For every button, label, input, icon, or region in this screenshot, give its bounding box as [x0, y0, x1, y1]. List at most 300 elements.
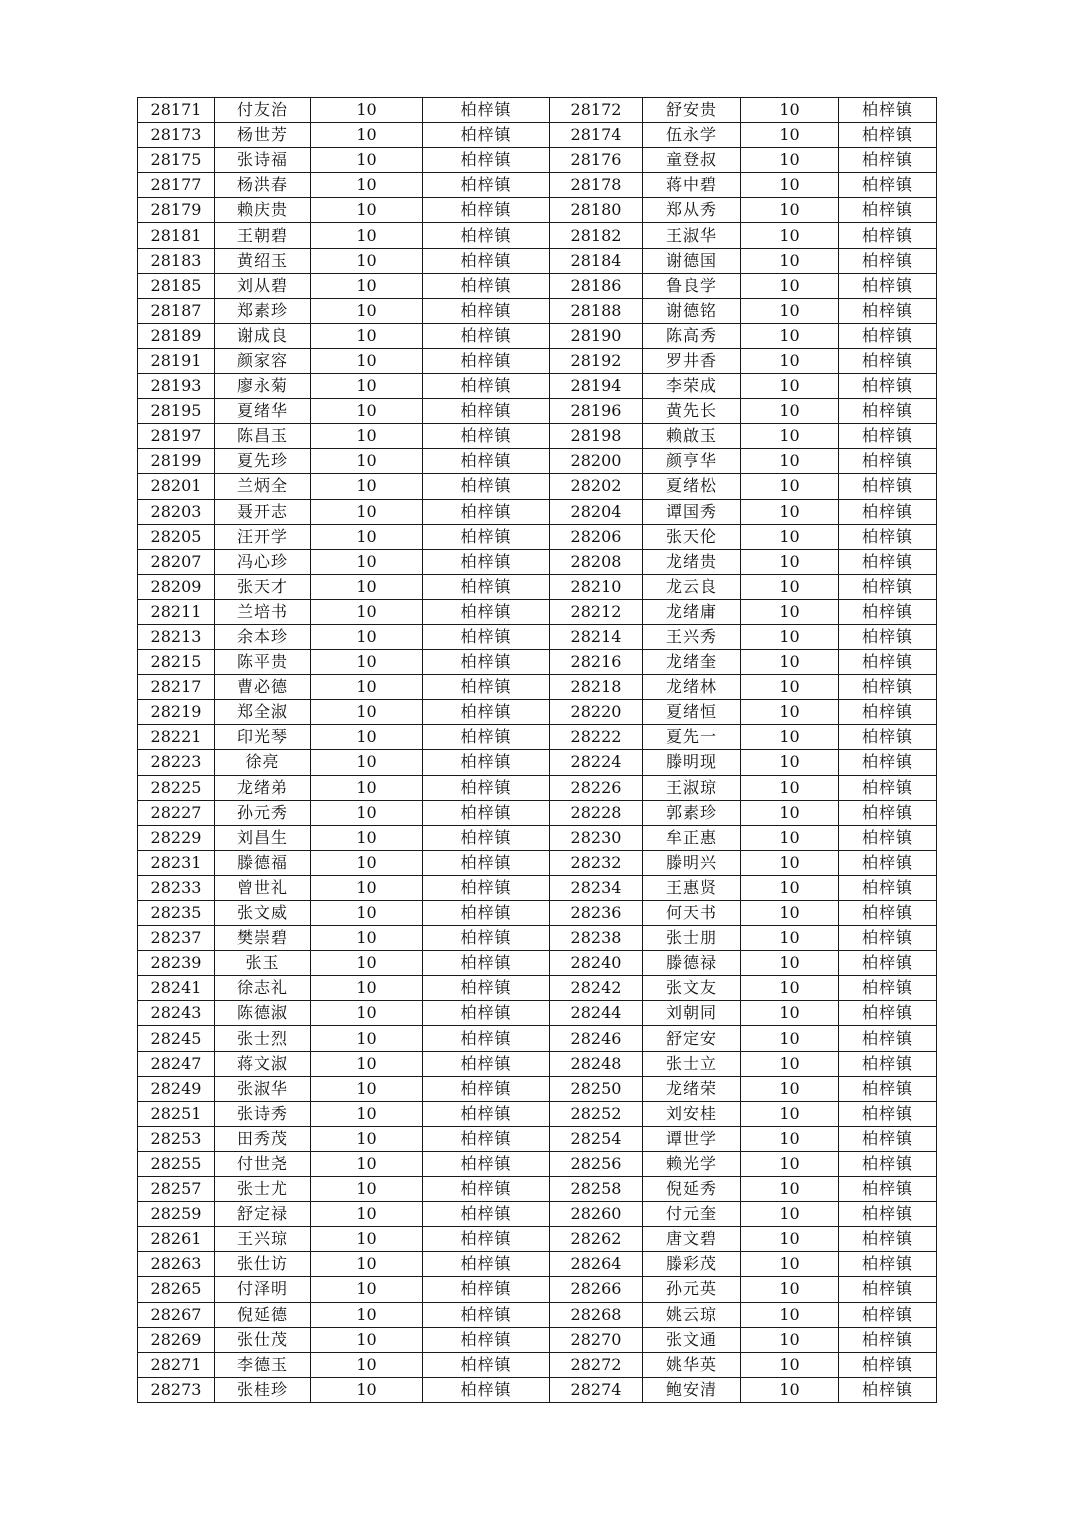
person-name: 谢成良 [215, 323, 311, 348]
record-number: 28235 [138, 901, 215, 926]
record-number: 28212 [550, 599, 643, 624]
record-number: 28261 [138, 1227, 215, 1252]
town-name: 柏梓镇 [423, 1302, 550, 1327]
person-name: 郑全淑 [215, 700, 311, 725]
amount: 10 [311, 123, 423, 148]
person-name: 伍永学 [643, 123, 741, 148]
amount: 10 [311, 223, 423, 248]
person-name: 滕德福 [215, 850, 311, 875]
amount: 10 [311, 1051, 423, 1076]
record-number: 28249 [138, 1076, 215, 1101]
person-name: 廖永菊 [215, 374, 311, 399]
person-name: 王淑琼 [643, 775, 741, 800]
table-row [138, 273, 937, 298]
record-number: 28205 [138, 524, 215, 549]
record-number: 28239 [138, 951, 215, 976]
record-number: 28202 [550, 474, 643, 499]
person-name: 龙绪庸 [643, 599, 741, 624]
town-name: 柏梓镇 [839, 524, 937, 549]
person-name: 童登叔 [643, 148, 741, 173]
record-number: 28269 [138, 1327, 215, 1352]
person-name: 刘从碧 [215, 273, 311, 298]
record-number: 28253 [138, 1126, 215, 1151]
table-row [138, 348, 937, 373]
amount: 10 [741, 1252, 839, 1277]
person-name: 夏绪恒 [643, 700, 741, 725]
amount: 10 [741, 424, 839, 449]
record-number: 28222 [550, 725, 643, 750]
table-row [138, 474, 937, 499]
town-name: 柏梓镇 [423, 424, 550, 449]
person-name: 牟正惠 [643, 825, 741, 850]
town-name: 柏梓镇 [839, 1177, 937, 1202]
town-name: 柏梓镇 [839, 223, 937, 248]
town-name: 柏梓镇 [839, 926, 937, 951]
person-name: 付世尧 [215, 1151, 311, 1176]
person-name: 蒋中碧 [643, 173, 741, 198]
amount: 10 [311, 524, 423, 549]
town-name: 柏梓镇 [839, 1051, 937, 1076]
person-name: 颜亨华 [643, 449, 741, 474]
town-name: 柏梓镇 [423, 323, 550, 348]
person-name: 郑素珍 [215, 298, 311, 323]
person-name: 曾世礼 [215, 875, 311, 900]
town-name: 柏梓镇 [839, 1151, 937, 1176]
amount: 10 [741, 650, 839, 675]
person-name: 印光琴 [215, 725, 311, 750]
table-row [138, 1177, 937, 1202]
person-name: 刘昌生 [215, 825, 311, 850]
amount: 10 [741, 148, 839, 173]
amount: 10 [741, 499, 839, 524]
record-number: 28274 [550, 1377, 643, 1402]
person-name: 张淑华 [215, 1076, 311, 1101]
person-name: 张诗福 [215, 148, 311, 173]
town-name: 柏梓镇 [423, 1202, 550, 1227]
town-name: 柏梓镇 [839, 599, 937, 624]
person-name: 郑从秀 [643, 198, 741, 223]
town-name: 柏梓镇 [839, 248, 937, 273]
record-number: 28203 [138, 499, 215, 524]
amount: 10 [741, 1126, 839, 1151]
person-name: 郭素珍 [643, 800, 741, 825]
town-name: 柏梓镇 [423, 725, 550, 750]
table-row [138, 875, 937, 900]
person-name: 汪开学 [215, 524, 311, 549]
record-number: 28240 [550, 951, 643, 976]
town-name: 柏梓镇 [839, 624, 937, 649]
amount: 10 [311, 825, 423, 850]
record-number: 28213 [138, 624, 215, 649]
town-name: 柏梓镇 [423, 901, 550, 926]
person-name: 夏绪华 [215, 399, 311, 424]
person-name: 蒋文淑 [215, 1051, 311, 1076]
record-number: 28250 [550, 1076, 643, 1101]
town-name: 柏梓镇 [423, 825, 550, 850]
town-name: 柏梓镇 [839, 98, 937, 123]
record-number: 28194 [550, 374, 643, 399]
amount: 10 [311, 1202, 423, 1227]
record-number: 28174 [550, 123, 643, 148]
table-row [138, 800, 937, 825]
town-name: 柏梓镇 [423, 1227, 550, 1252]
town-name: 柏梓镇 [839, 875, 937, 900]
amount: 10 [741, 1001, 839, 1026]
amount: 10 [311, 775, 423, 800]
table-row [138, 650, 937, 675]
person-name: 张文威 [215, 901, 311, 926]
table-row [138, 374, 937, 399]
amount: 10 [311, 1227, 423, 1252]
amount: 10 [311, 1001, 423, 1026]
person-name: 张天才 [215, 574, 311, 599]
record-number: 28238 [550, 926, 643, 951]
record-number: 28204 [550, 499, 643, 524]
person-name: 陈高秀 [643, 323, 741, 348]
person-name: 张桂珍 [215, 1377, 311, 1402]
town-name: 柏梓镇 [423, 650, 550, 675]
amount: 10 [311, 1352, 423, 1377]
town-name: 柏梓镇 [839, 1227, 937, 1252]
table-row [138, 976, 937, 1001]
record-number: 28265 [138, 1277, 215, 1302]
amount: 10 [741, 198, 839, 223]
town-name: 柏梓镇 [423, 474, 550, 499]
person-name: 陈德淑 [215, 1001, 311, 1026]
record-number: 28192 [550, 348, 643, 373]
amount: 10 [311, 624, 423, 649]
record-number: 28259 [138, 1202, 215, 1227]
record-number: 28243 [138, 1001, 215, 1026]
table-row [138, 901, 937, 926]
record-number: 28268 [550, 1302, 643, 1327]
town-name: 柏梓镇 [839, 123, 937, 148]
town-name: 柏梓镇 [839, 650, 937, 675]
person-name: 樊崇碧 [215, 926, 311, 951]
town-name: 柏梓镇 [423, 248, 550, 273]
town-name: 柏梓镇 [839, 298, 937, 323]
person-name: 夏先一 [643, 725, 741, 750]
record-number: 28231 [138, 850, 215, 875]
amount: 10 [741, 875, 839, 900]
amount: 10 [741, 1202, 839, 1227]
table-row [138, 1252, 937, 1277]
person-name: 王兴秀 [643, 624, 741, 649]
amount: 10 [311, 248, 423, 273]
record-number: 28215 [138, 650, 215, 675]
town-name: 柏梓镇 [423, 624, 550, 649]
person-name: 冯心珍 [215, 549, 311, 574]
person-name: 龙绪奎 [643, 650, 741, 675]
town-name: 柏梓镇 [839, 850, 937, 875]
record-number: 28175 [138, 148, 215, 173]
amount: 10 [741, 348, 839, 373]
amount: 10 [741, 850, 839, 875]
town-name: 柏梓镇 [423, 198, 550, 223]
record-number: 28195 [138, 399, 215, 424]
person-name: 张诗秀 [215, 1101, 311, 1126]
record-number: 28176 [550, 148, 643, 173]
person-name: 兰炳全 [215, 474, 311, 499]
amount: 10 [311, 951, 423, 976]
person-name: 刘安桂 [643, 1101, 741, 1126]
record-number: 28230 [550, 825, 643, 850]
person-name: 滕德禄 [643, 951, 741, 976]
amount: 10 [311, 323, 423, 348]
person-name: 陈平贵 [215, 650, 311, 675]
amount: 10 [311, 1377, 423, 1402]
amount: 10 [311, 574, 423, 599]
record-number: 28181 [138, 223, 215, 248]
amount: 10 [741, 1051, 839, 1076]
amount: 10 [311, 675, 423, 700]
amount: 10 [741, 1101, 839, 1126]
person-name: 张士烈 [215, 1026, 311, 1051]
record-number: 28255 [138, 1151, 215, 1176]
town-name: 柏梓镇 [839, 800, 937, 825]
amount: 10 [741, 624, 839, 649]
amount: 10 [741, 399, 839, 424]
record-number: 28237 [138, 926, 215, 951]
amount: 10 [311, 499, 423, 524]
town-name: 柏梓镇 [423, 1277, 550, 1302]
town-name: 柏梓镇 [839, 449, 937, 474]
table-row [138, 298, 937, 323]
table-row [138, 148, 937, 173]
town-name: 柏梓镇 [839, 424, 937, 449]
town-name: 柏梓镇 [423, 399, 550, 424]
amount: 10 [741, 976, 839, 1001]
table-row [138, 624, 937, 649]
record-number: 28216 [550, 650, 643, 675]
person-name: 李荣成 [643, 374, 741, 399]
town-name: 柏梓镇 [839, 675, 937, 700]
person-name: 张文友 [643, 976, 741, 1001]
person-name: 张天伦 [643, 524, 741, 549]
town-name: 柏梓镇 [423, 976, 550, 1001]
town-name: 柏梓镇 [839, 700, 937, 725]
amount: 10 [741, 800, 839, 825]
amount: 10 [311, 399, 423, 424]
amount: 10 [311, 725, 423, 750]
person-name: 王淑华 [643, 223, 741, 248]
person-name: 张士朋 [643, 926, 741, 951]
town-name: 柏梓镇 [423, 574, 550, 599]
table-row [138, 1227, 937, 1252]
amount: 10 [741, 1076, 839, 1101]
person-name: 张玉 [215, 951, 311, 976]
person-name: 孙元秀 [215, 800, 311, 825]
town-name: 柏梓镇 [839, 148, 937, 173]
record-number: 28241 [138, 976, 215, 1001]
town-name: 柏梓镇 [423, 800, 550, 825]
town-name: 柏梓镇 [423, 1252, 550, 1277]
record-number: 28196 [550, 399, 643, 424]
person-name: 舒安贵 [643, 98, 741, 123]
record-number: 28220 [550, 700, 643, 725]
table-row [138, 499, 937, 524]
amount: 10 [741, 223, 839, 248]
record-number: 28263 [138, 1252, 215, 1277]
town-name: 柏梓镇 [839, 1126, 937, 1151]
person-name: 赖庆贵 [215, 198, 311, 223]
record-number: 28173 [138, 123, 215, 148]
table-row [138, 248, 937, 273]
town-name: 柏梓镇 [839, 1101, 937, 1126]
town-name: 柏梓镇 [839, 1277, 937, 1302]
town-name: 柏梓镇 [839, 901, 937, 926]
person-name: 谢德铭 [643, 298, 741, 323]
record-number: 28242 [550, 976, 643, 1001]
record-number: 28187 [138, 298, 215, 323]
town-name: 柏梓镇 [423, 374, 550, 399]
amount: 10 [311, 1252, 423, 1277]
person-name: 王朝碧 [215, 223, 311, 248]
person-name: 滕明兴 [643, 850, 741, 875]
amount: 10 [311, 926, 423, 951]
amount: 10 [741, 524, 839, 549]
person-name: 赖光学 [643, 1151, 741, 1176]
town-name: 柏梓镇 [839, 1026, 937, 1051]
person-name: 赖啟玉 [643, 424, 741, 449]
person-name: 张士尤 [215, 1177, 311, 1202]
record-number: 28267 [138, 1302, 215, 1327]
amount: 10 [741, 248, 839, 273]
amount: 10 [311, 198, 423, 223]
record-number: 28234 [550, 875, 643, 900]
town-name: 柏梓镇 [839, 399, 937, 424]
amount: 10 [311, 976, 423, 1001]
record-number: 28262 [550, 1227, 643, 1252]
town-name: 柏梓镇 [423, 1001, 550, 1026]
record-number: 28224 [550, 750, 643, 775]
town-name: 柏梓镇 [423, 273, 550, 298]
town-name: 柏梓镇 [423, 675, 550, 700]
amount: 10 [741, 775, 839, 800]
amount: 10 [741, 926, 839, 951]
town-name: 柏梓镇 [423, 750, 550, 775]
record-number: 28221 [138, 725, 215, 750]
town-name: 柏梓镇 [423, 223, 550, 248]
person-name: 李德玉 [215, 1352, 311, 1377]
amount: 10 [741, 1302, 839, 1327]
person-name: 付泽明 [215, 1277, 311, 1302]
person-name: 龙绪林 [643, 675, 741, 700]
person-name: 杨世芳 [215, 123, 311, 148]
amount: 10 [741, 323, 839, 348]
person-name: 姚华英 [643, 1352, 741, 1377]
town-name: 柏梓镇 [839, 1327, 937, 1352]
town-name: 柏梓镇 [839, 348, 937, 373]
record-number: 28266 [550, 1277, 643, 1302]
amount: 10 [311, 1177, 423, 1202]
town-name: 柏梓镇 [423, 1177, 550, 1202]
record-number: 28270 [550, 1327, 643, 1352]
amount: 10 [311, 148, 423, 173]
record-number: 28272 [550, 1352, 643, 1377]
person-name: 谭世学 [643, 1126, 741, 1151]
record-number: 28183 [138, 248, 215, 273]
person-name: 舒定禄 [215, 1202, 311, 1227]
town-name: 柏梓镇 [839, 1202, 937, 1227]
table-row [138, 173, 937, 198]
amount: 10 [311, 599, 423, 624]
table-row [138, 725, 937, 750]
amount: 10 [741, 825, 839, 850]
table-row [138, 1327, 937, 1352]
town-name: 柏梓镇 [423, 449, 550, 474]
table-row [138, 549, 937, 574]
table-row [138, 599, 937, 624]
person-name: 夏绪松 [643, 474, 741, 499]
table-row [138, 775, 937, 800]
record-number: 28206 [550, 524, 643, 549]
record-number: 28236 [550, 901, 643, 926]
amount: 10 [311, 1076, 423, 1101]
amount: 10 [741, 474, 839, 499]
amount: 10 [311, 1026, 423, 1051]
person-name: 姚云琼 [643, 1302, 741, 1327]
record-number: 28260 [550, 1202, 643, 1227]
person-name: 谭国秀 [643, 499, 741, 524]
town-name: 柏梓镇 [423, 1151, 550, 1176]
person-name: 孙元英 [643, 1277, 741, 1302]
town-name: 柏梓镇 [423, 775, 550, 800]
town-name: 柏梓镇 [839, 273, 937, 298]
amount: 10 [741, 901, 839, 926]
record-number: 28233 [138, 875, 215, 900]
record-number: 28225 [138, 775, 215, 800]
person-name: 龙绪荣 [643, 1076, 741, 1101]
person-name: 舒定安 [643, 1026, 741, 1051]
amount: 10 [311, 1327, 423, 1352]
town-name: 柏梓镇 [839, 374, 937, 399]
amount: 10 [311, 374, 423, 399]
amount: 10 [741, 700, 839, 725]
person-name: 余本珍 [215, 624, 311, 649]
town-name: 柏梓镇 [423, 875, 550, 900]
table-row [138, 675, 937, 700]
amount: 10 [311, 424, 423, 449]
person-name: 鲍安清 [643, 1377, 741, 1402]
record-number: 28247 [138, 1051, 215, 1076]
person-name: 王惠贤 [643, 875, 741, 900]
town-name: 柏梓镇 [423, 1076, 550, 1101]
record-number: 28201 [138, 474, 215, 499]
amount: 10 [311, 850, 423, 875]
town-name: 柏梓镇 [423, 524, 550, 549]
record-number: 28228 [550, 800, 643, 825]
record-number: 28245 [138, 1026, 215, 1051]
record-number: 28199 [138, 449, 215, 474]
table-row [138, 951, 937, 976]
table-row [138, 123, 937, 148]
amount: 10 [741, 173, 839, 198]
table-row [138, 399, 937, 424]
amount: 10 [741, 675, 839, 700]
town-name: 柏梓镇 [839, 725, 937, 750]
town-name: 柏梓镇 [423, 1026, 550, 1051]
table-row [138, 98, 937, 123]
person-name: 张士立 [643, 1051, 741, 1076]
town-name: 柏梓镇 [423, 173, 550, 198]
person-name: 滕明现 [643, 750, 741, 775]
table-row [138, 1277, 937, 1302]
amount: 10 [311, 1302, 423, 1327]
person-name: 龙云良 [643, 574, 741, 599]
amount: 10 [311, 449, 423, 474]
record-number: 28197 [138, 424, 215, 449]
